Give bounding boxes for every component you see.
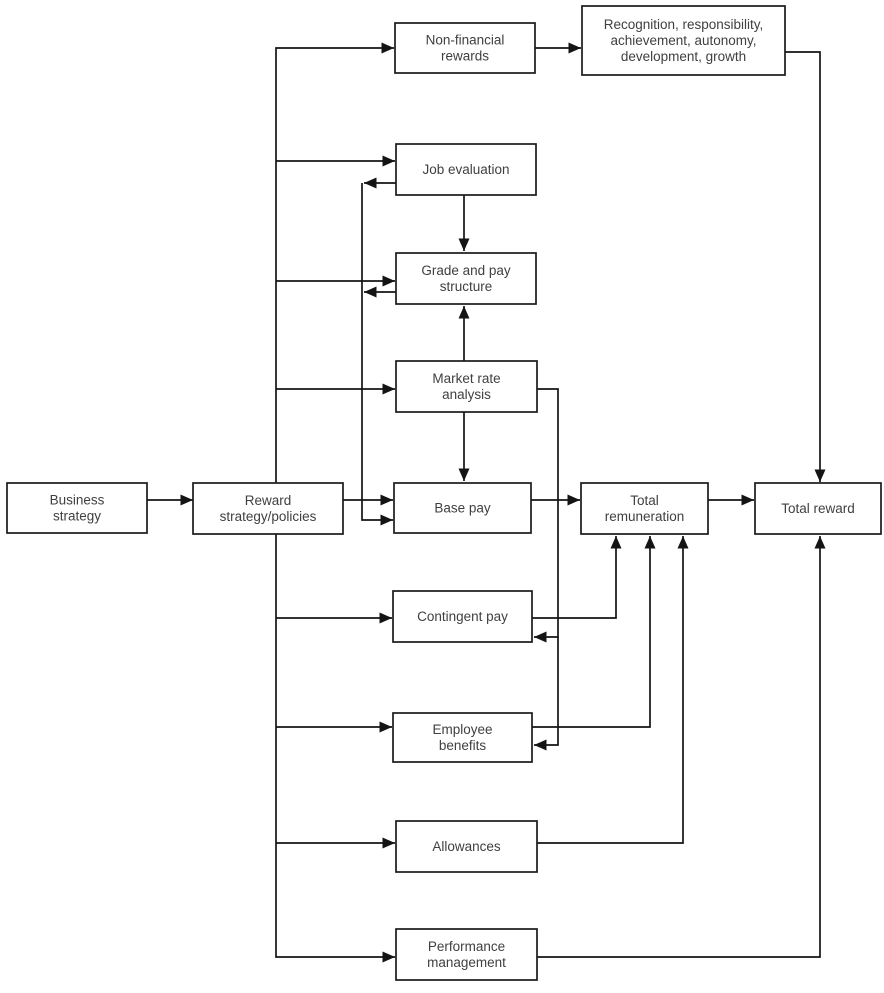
node-label-recognition-outcomes-line-0: Recognition, responsibility,	[603, 17, 764, 32]
node-label-allowances-line-0: Allowances	[432, 839, 501, 854]
node-total-reward	[755, 483, 881, 534]
edge-trunk-to-performance-management	[276, 534, 395, 957]
edge-contingent-pay-to-total-remuneration	[532, 536, 616, 618]
node-recognition-outcomes	[582, 6, 785, 75]
node-label-recognition-outcomes-line-2: development, growth	[620, 49, 747, 64]
edge-market-rate-side-to-employee-benefits	[534, 637, 558, 745]
edge-trunk-to-non-financial	[276, 48, 394, 483]
node-label-employee-benefits-line-1: benefits	[438, 738, 487, 753]
node-label-market-rate-analysis-line-1: analysis	[442, 387, 491, 402]
node-label-recognition-outcomes-line-1: achievement, autonomy,	[610, 33, 757, 48]
node-label-reward-strategy-line-0: Reward	[244, 493, 292, 508]
node-employee-benefits	[393, 713, 532, 762]
node-label-non-financial-rewards-line-0: Non-financial	[425, 32, 505, 48]
edge-employee-benefits-to-total-remuneration	[532, 536, 650, 727]
node-label-job-evaluation-line-0: Job evaluation	[422, 162, 510, 177]
node-label-reward-strategy-line-1: strategy/policies	[219, 509, 317, 524]
node-job-evaluation	[396, 144, 536, 195]
node-label-contingent-pay-line-0: Contingent pay	[417, 609, 508, 624]
node-label-total-reward-line-0: Total reward	[781, 501, 855, 516]
node-label-grade-pay-structure-line-0: Grade and pay	[421, 263, 511, 278]
nodes-layer	[7, 6, 881, 980]
edge-market-rate-side-to-contingent-pay	[534, 389, 558, 637]
node-reward-strategy	[193, 483, 343, 534]
node-business-strategy	[7, 483, 147, 533]
node-performance-management	[396, 929, 537, 980]
edge-allowances-to-total-remuneration	[537, 536, 683, 843]
node-label-total-remuneration-line-1: remuneration	[604, 509, 685, 524]
edge-performance-to-total-reward-bottom	[537, 536, 820, 957]
node-label-employee-benefits-line-0: Employee	[432, 722, 493, 737]
node-grade-pay-structure	[396, 253, 536, 304]
node-label-non-financial-rewards-line-1: rewards	[440, 48, 490, 64]
node-allowances	[396, 821, 537, 872]
node-label-performance-management-line-1: management	[427, 955, 506, 970]
node-label-market-rate-analysis-line-0: Market rate	[432, 371, 501, 386]
node-label-grade-pay-structure-line-1: structure	[439, 279, 493, 294]
node-base-pay	[394, 483, 531, 533]
node-total-remuneration	[581, 483, 708, 534]
node-label-base-pay-line-0: Base pay	[434, 500, 491, 516]
node-contingent-pay	[393, 591, 532, 642]
node-market-rate-analysis	[396, 361, 537, 412]
node-non-financial-rewards	[395, 23, 535, 73]
edge-collector-to-base-pay	[362, 183, 393, 520]
edge-recognition-to-total-reward-top	[785, 52, 820, 482]
node-label-total-remuneration-line-0: Total	[630, 493, 659, 508]
node-label-performance-management-line-0: Performance	[427, 939, 506, 954]
node-label-business-strategy-line-0: Business	[49, 492, 105, 508]
node-label-business-strategy-line-1: strategy	[52, 508, 102, 524]
